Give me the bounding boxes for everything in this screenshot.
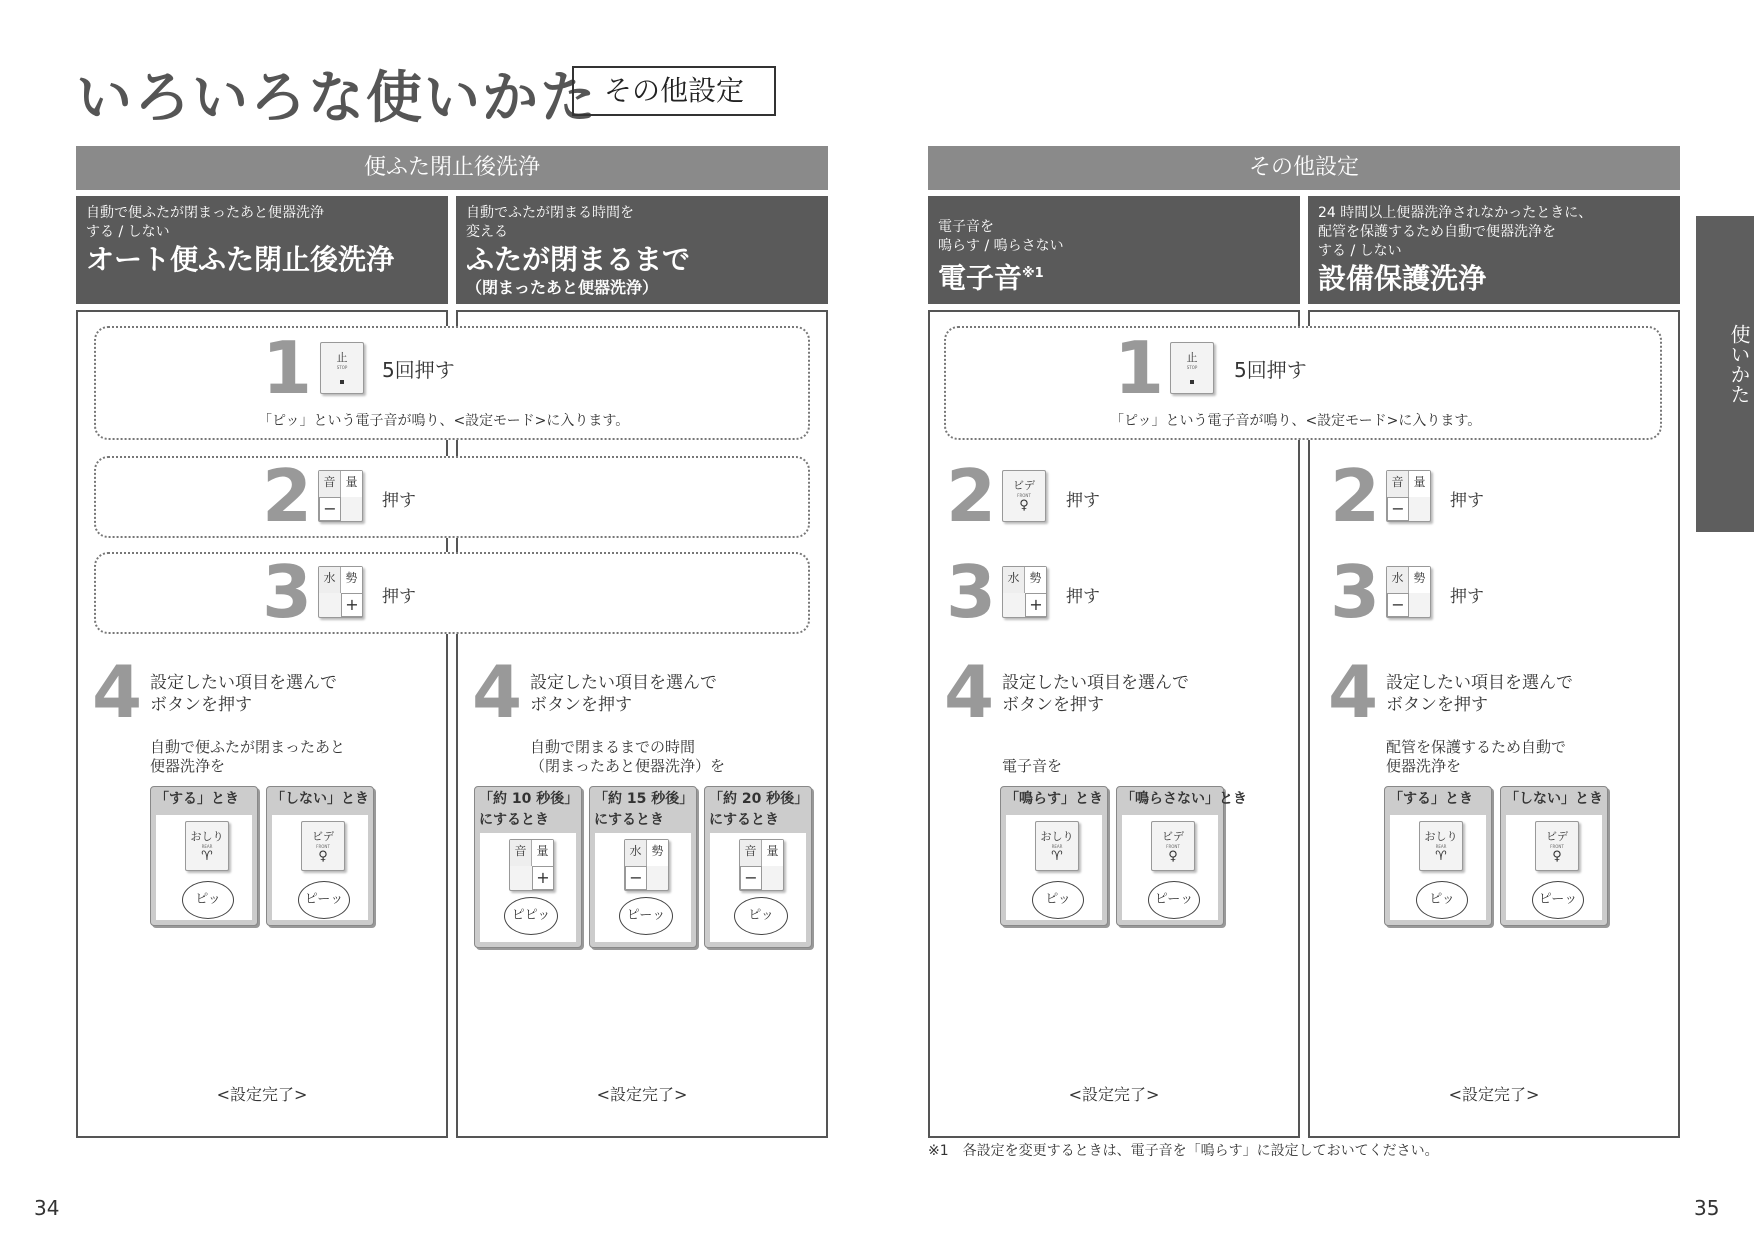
rear-button[interactable] [185, 821, 229, 871]
step-label: 5回押す [1234, 358, 1307, 382]
header-text: 鳴らす / 鳴らさない [938, 238, 1064, 254]
step-number: 4 [92, 650, 143, 734]
front-button[interactable] [1535, 821, 1579, 871]
pres-label-b: 勢 [1024, 567, 1046, 593]
header-title: 設備保護洗浄 [1318, 262, 1487, 295]
step-number: 1 [262, 326, 313, 410]
option-card [1500, 786, 1608, 926]
stop-dot-icon [340, 380, 344, 384]
step-note: 電子音を [1002, 757, 1063, 775]
btn-en: REAR [1051, 844, 1063, 849]
step-label: 押す [1066, 587, 1100, 607]
step-note: 自動で便ふたが閉まったあと [150, 738, 346, 756]
section-bar-left: 便ふた閉止後洗浄 [76, 146, 828, 190]
step-number: 3 [946, 550, 997, 634]
step-note: 自動で閉まるまでの時間 [530, 738, 696, 756]
section-bar-right: その他設定 [928, 146, 1680, 190]
minus-icon: − [625, 866, 647, 890]
minus-icon: − [740, 866, 762, 890]
pres-label-b: 勢 [646, 840, 668, 866]
pressure-plus-button[interactable] [318, 566, 363, 618]
card-title: 「する」とき [1389, 791, 1473, 807]
beep-bubble: ピーッ [298, 881, 350, 919]
side-tab [1696, 216, 1754, 532]
vol-label-a: 音 [319, 471, 340, 497]
front-icon: ♀ [1552, 849, 1562, 864]
card-title: にするとき [709, 812, 779, 828]
stop-dot-icon [1190, 380, 1194, 384]
setting-complete: <設定完了> [1068, 1085, 1160, 1104]
header-title: オート便ふた閉止後洗浄 [86, 243, 395, 276]
front-icon: ♀ [1168, 849, 1178, 864]
minus-icon: − [319, 497, 341, 521]
stop-button[interactable] [1170, 342, 1214, 394]
plus-icon: + [1025, 593, 1047, 617]
btn-en: FRONT [1017, 493, 1031, 498]
btn-en: REAR [1435, 844, 1447, 849]
plus-icon: + [341, 593, 363, 617]
page-title: いろいろな使いかた [76, 66, 598, 131]
header-subtitle: （閉まったあと便器洗浄） [466, 278, 659, 297]
card-title: 「約 20 秒後」 [709, 791, 809, 807]
vol-label-a: 音 [740, 840, 761, 866]
step-3-box [94, 552, 810, 634]
step-label: ボタンを押す [530, 695, 632, 715]
step-label: ボタンを押す [1386, 695, 1488, 715]
header-text: 配管を保護するため自動で便器洗浄を [1318, 224, 1556, 240]
card-title: 「する」とき [155, 791, 239, 807]
minus-icon: − [1387, 593, 1409, 617]
header-text: する / しない [1318, 243, 1402, 259]
btn-en: FRONT [1166, 844, 1180, 849]
vol-label-a: 音 [1387, 471, 1408, 497]
beep-bubble: ピーッ [1532, 881, 1584, 919]
step-note: （閉まったあと便器洗浄）を [530, 757, 726, 775]
page-subtitle: その他設定 [572, 66, 776, 116]
beep-bubble: ピッ [734, 897, 788, 935]
stop-en-label: STOP [336, 365, 348, 370]
btn-label: ビデ [1162, 830, 1184, 843]
step-label: 設定したい項目を選んで [1386, 673, 1573, 693]
step-note: 「ピッ」という電子音が鳴り、<設定モード>に入ります。 [1110, 413, 1482, 429]
beep-bubble: ピッ [1416, 881, 1468, 919]
footnote: ※1 各設定を変更するときは、電子音を「鳴らす」に設定しておいてください。 [928, 1143, 1439, 1159]
rear-icon: ♈ [201, 849, 213, 864]
step-number: 3 [262, 550, 313, 634]
card-title: 「約 15 秒後」 [594, 791, 694, 807]
pres-label-a: 水 [625, 840, 646, 866]
header-close-timer [456, 196, 828, 304]
step-number: 4 [1328, 650, 1379, 734]
beep-bubble: ピーッ [1148, 881, 1200, 919]
btn-en: REAR [201, 844, 213, 849]
header-auto-close-flush [76, 196, 448, 304]
plus-icon: + [532, 866, 554, 890]
volume-minus-button[interactable] [318, 470, 363, 522]
btn-label: おしり [1424, 830, 1458, 843]
option-card [589, 786, 697, 948]
pres-label-b: 勢 [340, 567, 362, 593]
btn-en: FRONT [316, 844, 330, 849]
page-number-left: 34 [34, 1196, 60, 1220]
header-text: 変える [466, 224, 508, 240]
minus-icon: − [1387, 497, 1409, 521]
btn-label: ビデ [312, 830, 334, 843]
volume-minus-button[interactable] [739, 839, 784, 891]
btn-label: ビデ [1546, 830, 1568, 843]
step-number: 4 [944, 650, 995, 734]
rear-button[interactable] [1035, 821, 1079, 871]
step-label: 5回押す [382, 358, 455, 382]
step-label: ボタンを押す [1002, 695, 1104, 715]
header-pipe-protection [1308, 196, 1680, 304]
vol-label-b: 量 [1408, 471, 1430, 497]
card-title: 「しない」とき [271, 791, 369, 807]
setting-complete: <設定完了> [216, 1085, 308, 1104]
header-beep-sound [928, 196, 1300, 304]
footnote-mark: ※1 [1022, 266, 1044, 281]
pres-label-a: 水 [1003, 567, 1024, 593]
front-button[interactable] [1151, 821, 1195, 871]
card-title: 「しない」とき [1505, 791, 1603, 807]
option-card [150, 786, 258, 926]
stop-label: 止 [1186, 351, 1198, 364]
header-text: 電子音を [938, 219, 994, 235]
step-number: 4 [472, 650, 523, 734]
header-text: 自動で便ふたが閉まったあと便器洗浄 [86, 205, 324, 221]
pres-label-b: 勢 [1408, 567, 1430, 593]
header-title: ふたが閉まるまで [466, 243, 691, 276]
step-number: 1 [1114, 326, 1165, 410]
step-label: 押す [1450, 491, 1484, 511]
beep-bubble: ピッ [1032, 881, 1084, 919]
btn-label: おしり [1040, 830, 1074, 843]
step-label: 押す [1450, 587, 1484, 607]
step-label: 押す [382, 587, 416, 607]
option-card [1384, 786, 1492, 926]
step-number: 2 [262, 454, 313, 538]
vol-label-b: 量 [761, 840, 783, 866]
card-title: 「鳴らす」とき [1005, 791, 1103, 807]
header-text: 自動でふたが閉まる時間を [466, 205, 634, 221]
btn-label: ビデ [1013, 479, 1035, 492]
step-number: 3 [1330, 550, 1381, 634]
pressure-minus-button[interactable] [1386, 566, 1431, 618]
front-icon: ♀ [318, 849, 328, 864]
beep-bubble: ピーッ [619, 897, 673, 935]
step-note: 配管を保護するため自動で [1386, 738, 1567, 756]
stop-button[interactable] [320, 342, 364, 394]
step-label: 設定したい項目を選んで [530, 673, 717, 693]
pres-label-a: 水 [1387, 567, 1408, 593]
pressure-minus-button[interactable] [624, 839, 669, 891]
step-note: 「ピッ」という電子音が鳴り、<設定モード>に入ります。 [258, 413, 630, 429]
step-label: 設定したい項目を選んで [1002, 673, 1189, 693]
vol-label-b: 量 [340, 471, 362, 497]
step-label: 押す [382, 491, 416, 511]
step-note: 便器洗浄を [150, 757, 226, 775]
card-title: 「鳴らさない」とき [1121, 791, 1247, 807]
step-2-box [94, 456, 810, 538]
pressure-plus-button[interactable] [1002, 566, 1047, 618]
option-card [1000, 786, 1108, 926]
beep-bubble: ピピッ [504, 897, 558, 935]
option-card [704, 786, 812, 948]
step-number: 2 [946, 454, 997, 538]
front-icon: ♀ [1019, 498, 1029, 513]
rear-icon: ♈ [1435, 849, 1447, 864]
stop-en-label: STOP [1186, 365, 1198, 370]
front-button[interactable] [1002, 470, 1046, 522]
step-label: 押す [1066, 491, 1100, 511]
pres-label-a: 水 [319, 567, 340, 593]
volume-minus-button[interactable] [1386, 470, 1431, 522]
step-number: 2 [1330, 454, 1381, 538]
card-title: にするとき [594, 812, 664, 828]
step-label: 設定したい項目を選んで [150, 673, 337, 693]
card-title: にするとき [479, 812, 549, 828]
header-title: 電子音 [938, 261, 1023, 295]
option-card [1116, 786, 1247, 926]
volume-plus-button[interactable] [509, 839, 554, 891]
header-text: する / しない [86, 224, 170, 240]
vol-label-b: 量 [531, 840, 553, 866]
header-text: 24 時間以上便器洗浄されなかったときに、 [1318, 205, 1593, 221]
btn-en: FRONT [1550, 844, 1564, 849]
side-tab-label: 使いかた [1727, 324, 1751, 404]
option-card [474, 786, 582, 948]
rear-button[interactable] [1419, 821, 1463, 871]
beep-bubble: ピッ [182, 881, 234, 919]
setting-complete: <設定完了> [1448, 1085, 1540, 1104]
vol-label-a: 音 [510, 840, 531, 866]
card-title: 「約 10 秒後」 [479, 791, 579, 807]
step-label: ボタンを押す [150, 695, 252, 715]
stop-label: 止 [336, 351, 348, 364]
page-number-right: 35 [1694, 1196, 1720, 1220]
btn-label: おしり [190, 830, 224, 843]
step-note: 便器洗浄を [1386, 757, 1462, 775]
front-button[interactable] [301, 821, 345, 871]
setting-complete: <設定完了> [596, 1085, 688, 1104]
rear-icon: ♈ [1051, 849, 1063, 864]
option-card [266, 786, 374, 926]
